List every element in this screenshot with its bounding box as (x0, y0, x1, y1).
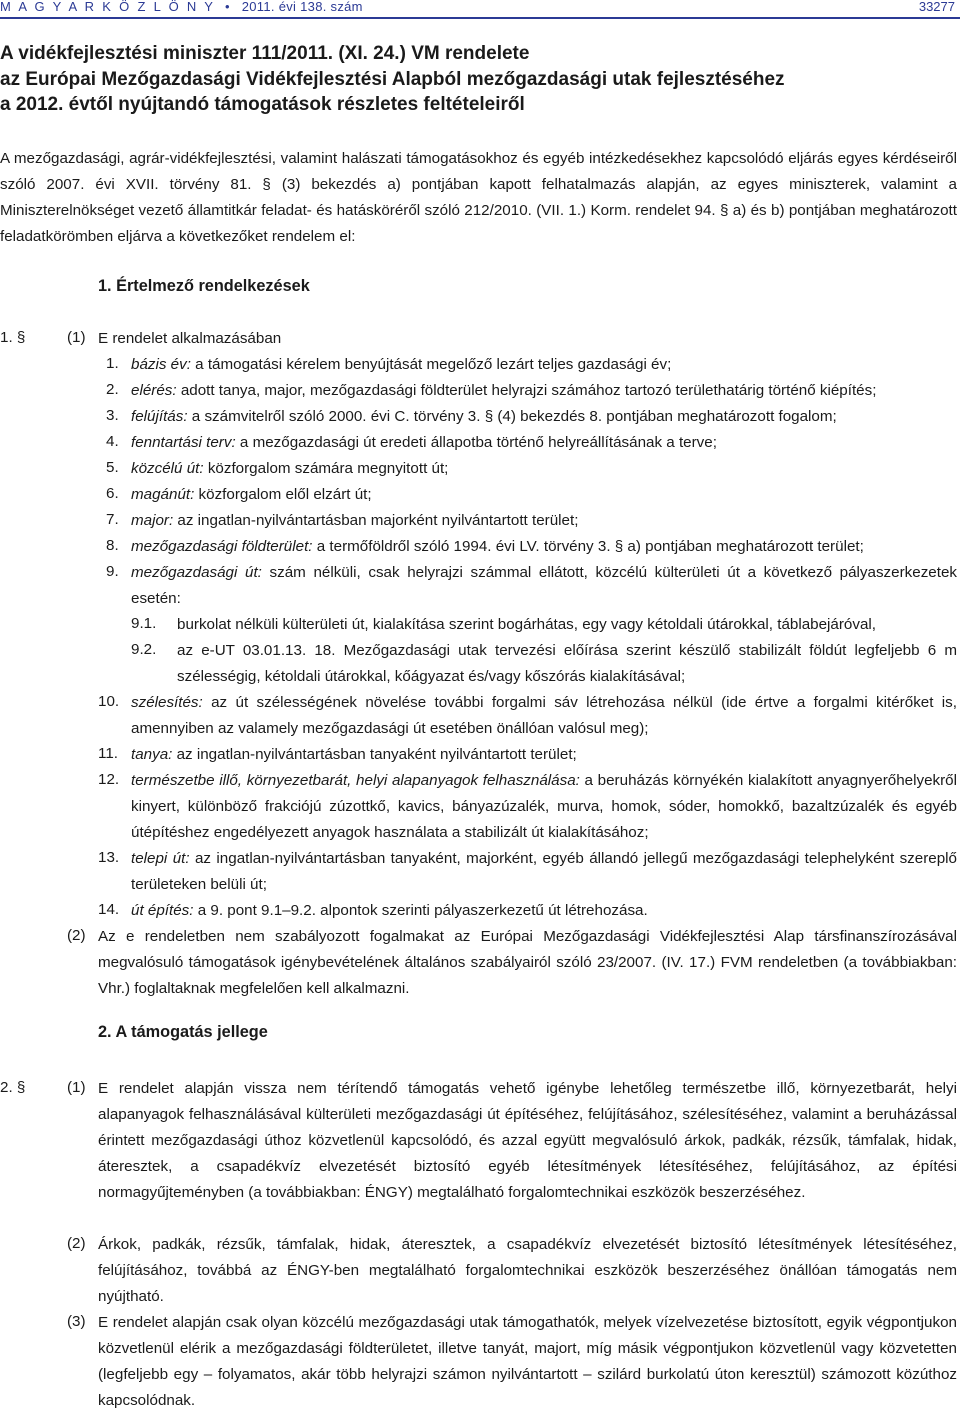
definition-term: felújítás: (131, 408, 188, 425)
definition (131, 352, 957, 378)
preamble: A mezőgazdasági, agrár-vidékfejlesztési, valamint halászati támogatásokhoz és egyéb intézkedésekhez kapcsolódó eljárás egyes kérdéseiről szóló 2007. évi XVII. törvény 81. § (3) bekezdés a) pontjában kapott felhatalmazás alapján, az egyes miniszterek, valamint a Miniszterelnökséget vezető államtitkár feladat- és hatásköréről szóló 212/2010. (VII. 1.) Korm. rendelet 94. § a) és b) pontjában meghatározott feladatkörömben eljárva a következőket rendelem el: (0, 150, 957, 245)
definition-text: közforgalom számára megnyitott út; (203, 460, 449, 477)
title-line: a 2012. évtől nyújtandó támogatások részletes feltételeiről (0, 94, 525, 115)
definition (131, 768, 957, 846)
definition-term: elérés: (131, 382, 177, 399)
definition (131, 846, 957, 898)
definition-term: mezőgazdasági út: (131, 564, 262, 581)
definition-text: a támogatási kérelem benyújtását megelőző lezárt teljes gazdasági év; (190, 356, 672, 373)
definition-term: bázis év: (131, 356, 191, 373)
definition-number: 12. (98, 771, 120, 788)
definition (131, 898, 957, 924)
subdefinition-number: 9.2. (131, 641, 157, 658)
definition-text: szám nélküli, csak helyrajzi számmal ellátott, közcélú külterületi út a következő pályaszerkezetek esetén: (131, 564, 957, 607)
subsection-text: Árkok, padkák, rézsűk, támfalak, hidak, áteresztek, a csapadékvíz elvezetését biztosító létesítmények létesítéséhez, felújításához, továbbá az ÉNGY-ben megtalálható forgalomtechnikai eszközök beszerzéséhez önállóan támogatás nem nyújtható. (98, 1236, 957, 1305)
paragraph-1-number: 1. § (0, 329, 26, 346)
header-rule (0, 17, 960, 19)
definition (131, 742, 957, 768)
definition-text: adott tanya, major, mezőgazdasági földterület helyrajzi számához tartozó területhatárig történő kiépítés; (176, 382, 877, 399)
subdefinition-text: burkolat nélküli külterületi út, kialakítása szerint bogárhátas, egy vagy kétoldali útárokkal, táblabejáróval, (177, 616, 877, 633)
journal-name: M A G Y A R K Ö Z L Ö N Y (0, 0, 216, 14)
definition (131, 534, 957, 560)
definition (131, 560, 957, 612)
definition (131, 482, 957, 508)
definition-number: 11. (98, 745, 118, 762)
subsection-2-number: (2) (67, 927, 86, 944)
definition-term: fenntartási terv: (131, 434, 236, 451)
definition-text: a termőföldről szóló 1994. évi LV. törvény 3. § a) pontjában meghatározott terület; (312, 538, 864, 555)
definition-text: a számvitelről szóló 2000. évi C. törvény 3. § (4) bekezdés 8. pontjában meghatározott fogalom; (187, 408, 837, 425)
definition-term: tanya: (131, 746, 173, 763)
definition-text: a 9. pont 9.1–9.2. alpontok szerinti pályaszerkezetű út létrehozása. (193, 902, 648, 919)
issue-number: 2011. évi 138. szám (241, 0, 363, 14)
paragraph-2-number: 2. § (0, 1079, 26, 1096)
definition-text: az út szélességének növelése további forgalmi sáv létrehozása nélkül (ide értve a forgalmi kitérőket is, amennyiben az valamely mezőgazdasági út esetében önállóan valósul meg); (131, 694, 957, 737)
subsection-text: E rendelet alapján vissza nem térítendő támogatás vehető igénybe lehetőleg természetbe illő, környezetbarát, helyi alapanyagok felhasználásával külterületi mezőgazdasági út építéséhez, felújításához, szélesítéséhez, valamint a beruházással érintett mezőgazdasági úthoz közvetlenül kapcsolódó, és azzal együtt megvalósuló árkok, padkák, rézsűk, támfalak, hidak, áteresztek, a csapadékvíz elvezetését biztosító egyéb létesítmények létesítéséhez, felújításához, az építési normagyűjteményben (a továbbiakban: ÉNGY) megtalálható forgalomtechnikai eszközök beszerzéséhez. (98, 1080, 957, 1201)
definition-number: 13. (98, 849, 120, 866)
title-line: A vidékfejlesztési miniszter 111/2011. (XI. 24.) VM rendelete (0, 43, 530, 64)
definition (131, 690, 957, 742)
section-2-heading: 2. A támogatás jellege (98, 1023, 268, 1041)
bullet: • (224, 0, 232, 14)
definition (131, 378, 957, 404)
definition (131, 508, 957, 534)
subdefinition-number: 9.1. (131, 615, 157, 632)
definition-term: major: (131, 512, 174, 529)
page-header (0, 0, 960, 17)
definition-term: mezőgazdasági földterület: (131, 538, 313, 555)
subsection-number: (2) (67, 1235, 86, 1252)
definition-number: 5. (106, 459, 119, 476)
definition-number: 6. (106, 485, 119, 502)
definition-term: magánút: (131, 486, 195, 503)
definition-term: közcélú út: (131, 460, 204, 477)
title-line: az Európai Mezőgazdasági Vidékfejlesztési Alapból mezőgazdasági utak fejlesztéséhez (0, 68, 785, 90)
subsection-text: E rendelet alapján csak olyan közcélú mezőgazdasági utak támogathatók, melyek vízelvezetése biztosított, egyik végpontjukon közvetlenül elérik a mezőgazdasági földterületet, illetve tanyát, majort, míg másik végpontjukon közvetlenül vagy közvetetten (legfeljebb egy – folyamatos, akár több helyrajzi számon nyilvántartott – szilárd burkolatú úton keresztül) számozott közúthoz kapcsolódnak. (98, 1314, 957, 1409)
subsection-1-text: E rendelet alkalmazásában (98, 330, 282, 347)
definition-number: 3. (106, 407, 119, 424)
definition-term: szélesítés: (131, 694, 203, 711)
page-number: 33277 (918, 0, 955, 14)
section-1-heading: 1. Értelmező rendelkezések (98, 277, 310, 295)
definition-number: 4. (106, 433, 119, 450)
definition-number: 9. (106, 563, 119, 580)
subsection-2-text: Az e rendeletben nem szabályozott fogalmakat az Európai Mezőgazdasági Vidékfejlesztési Alap társfinanszírozásával megvalósuló támogatások igénybevételének általános szabályairól szóló 23/2007. (IV. 17.) FVM rendeletben (a továbbiakban: Vhr.) foglaltaknak megfelelően kell alkalmazni. (98, 928, 957, 997)
definition (131, 456, 957, 482)
definition-text: a beruházás környékén kialakított anyagnyerőhelyekről kinyert, különböző frakciójú zúzottkő, kavics, bányazúzalék, murva, homok, sóder, homokkő, bazaltzúzalék és egyéb útépítéshez engedélyezett anyagok használata a stabilizált út kialakításához; (131, 772, 957, 841)
definition-term: út építés: (131, 902, 194, 919)
definition-number: 10. (98, 693, 120, 710)
journal-header (0, 0, 363, 14)
definition-number: 14. (98, 901, 120, 918)
definition-number: 1. (106, 355, 119, 372)
definition-number: 2. (106, 381, 119, 398)
definition-text: az ingatlan-nyilvántartásban majorként nyilvántartott terület; (173, 512, 579, 529)
definition-number: 8. (106, 537, 119, 554)
subdefinition-text: az e-UT 03.01.13. 18. Mezőgazdasági utak tervezési előírása szerint készülő stabilizált földút legfeljebb 6 m szélességig, kétoldali útárokkal, kőágyazat és/vagy kőszórás kialakításával; (177, 642, 957, 685)
definition (131, 404, 957, 430)
definition-term: természetbe illő, környezetbarát, helyi alapanyagok felhasználása: (131, 772, 580, 789)
decree-title (0, 41, 955, 118)
definition-text: az ingatlan-nyilvántartásban tanyaként nyilvántartott terület; (172, 746, 577, 763)
definition-term: telepi út: (131, 850, 190, 867)
definition-text: a mezőgazdasági út eredeti állapotba történő helyreállításának a terve; (235, 434, 717, 451)
subsection-number: (1) (67, 1079, 86, 1096)
subsection-1-number: (1) (67, 329, 86, 346)
definition-text: az ingatlan-nyilvántartásban tanyaként, majorként, egyéb állandó jellegű mezőgazdasági telephelyként szereplő területeken belüli út; (131, 850, 957, 893)
definition (131, 430, 957, 456)
definition-text: közforgalom elől elzárt út; (194, 486, 372, 503)
subsection-number: (3) (67, 1313, 86, 1330)
definition-number: 7. (106, 511, 119, 528)
